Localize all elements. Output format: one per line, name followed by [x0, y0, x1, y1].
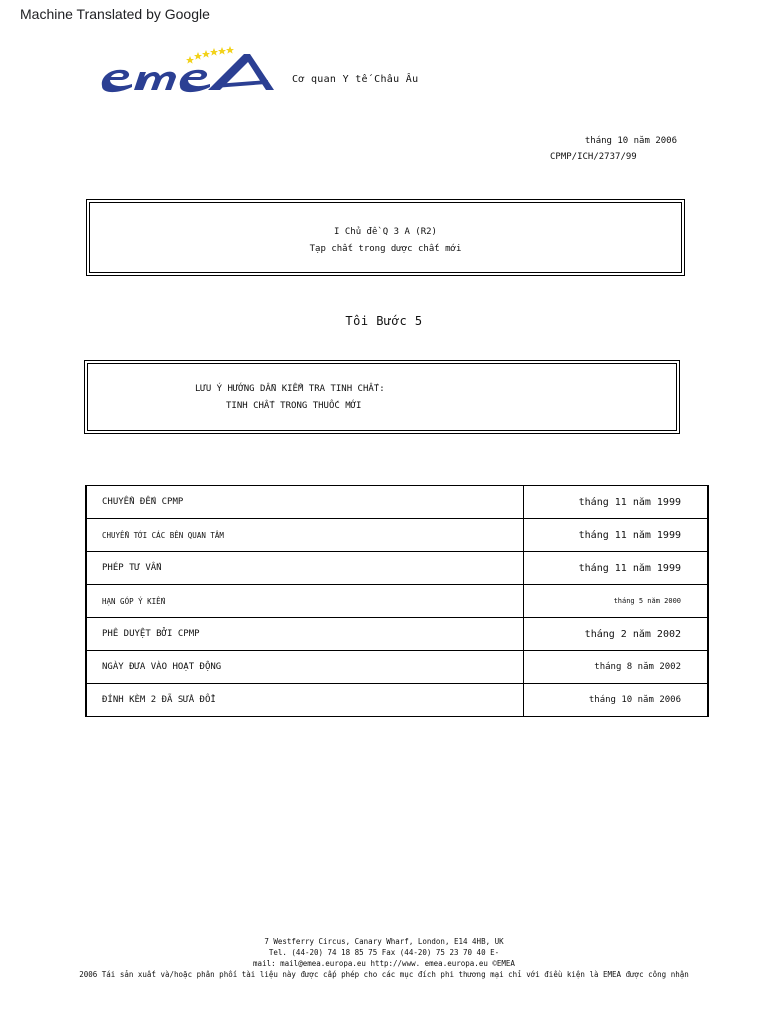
timeline-table	[85, 485, 709, 717]
title-line-2: Tạp chất trong dược chất mới	[309, 244, 462, 254]
title-box-inner-border	[89, 202, 682, 273]
step-heading: Tôi Bước 5	[345, 314, 423, 328]
column-divider	[523, 618, 524, 650]
row-label: PHÊ DUYỆT BỞI CPMP	[102, 629, 200, 639]
row-date: tháng 11 năm 1999	[578, 529, 681, 541]
note-line-1: LƯU Ý HƯỚNG DẪN KIỂM TRA TINH CHẤT:	[195, 384, 385, 394]
row-date: tháng 11 năm 1999	[578, 496, 681, 508]
title-box	[86, 199, 685, 276]
column-divider	[523, 552, 524, 584]
column-divider	[523, 585, 524, 617]
column-divider	[523, 486, 524, 518]
agency-name: Cơ quan Y tế Châu Âu	[292, 74, 419, 85]
machine-translation-banner: Machine Translated by Google	[20, 6, 210, 22]
table-row	[87, 683, 707, 716]
footer-contact: Tel. (44-20) 74 18 85 75 Fax (44-20) 75 23 70 40 E-	[268, 948, 500, 957]
table-row	[87, 584, 707, 617]
document-reference: CPMP/ICH/2737/99	[550, 152, 637, 162]
table-row	[87, 650, 707, 683]
page-footer	[0, 936, 768, 980]
column-divider	[523, 651, 524, 683]
row-label: PHÉP TƯ VẤN	[102, 563, 162, 573]
row-date: tháng 5 năm 2000	[613, 597, 681, 605]
row-label: CHUYỂN TỚI CÁC BÊN QUAN TÂM	[102, 530, 224, 540]
column-divider	[523, 684, 524, 716]
title-line-1: I Chủ đề Q 3 A (R2)	[334, 227, 437, 237]
row-label: ĐÍNH KÈM 2 ĐÃ SỬA ĐỔI	[102, 695, 216, 705]
footer-web: mail: mail@emea.europa.eu http://www. emea.europa.eu ©EMEA	[253, 959, 515, 968]
note-box-inner-border	[87, 363, 677, 431]
row-label: NGÀY ĐƯA VÀO HOẠT ĐỘNG	[102, 662, 222, 672]
table-row	[87, 486, 707, 518]
table-row	[87, 551, 707, 584]
column-divider	[523, 519, 524, 551]
note-box	[84, 360, 680, 434]
row-date: tháng 2 năm 2002	[584, 628, 681, 640]
row-date: tháng 10 năm 2006	[588, 695, 681, 705]
footer-address: 7 Westferry Circus, Canary Wharf, London, E14 4HB, UK	[264, 937, 504, 946]
emea-logo	[98, 42, 278, 98]
footer-copyright: 2006 Tái sản xuất và/hoặc phân phối tài liệu này được cấp phép cho các mục đích phi thương mại chỉ với điều kiện là EMEA được công nhận	[79, 970, 689, 979]
note-line-2: TINH CHẤT TRONG THUỐC MỚI	[226, 401, 362, 411]
row-date: tháng 8 năm 2002	[594, 662, 681, 672]
row-label: CHUYỂN ĐẾN CPMP	[102, 497, 184, 507]
row-label: HẠN GÓP Ý KIẾN	[102, 596, 166, 606]
table-row	[87, 518, 707, 551]
document-date: tháng 10 năm 2006	[584, 136, 677, 146]
table-row	[87, 617, 707, 650]
row-date: tháng 11 năm 1999	[578, 562, 681, 574]
